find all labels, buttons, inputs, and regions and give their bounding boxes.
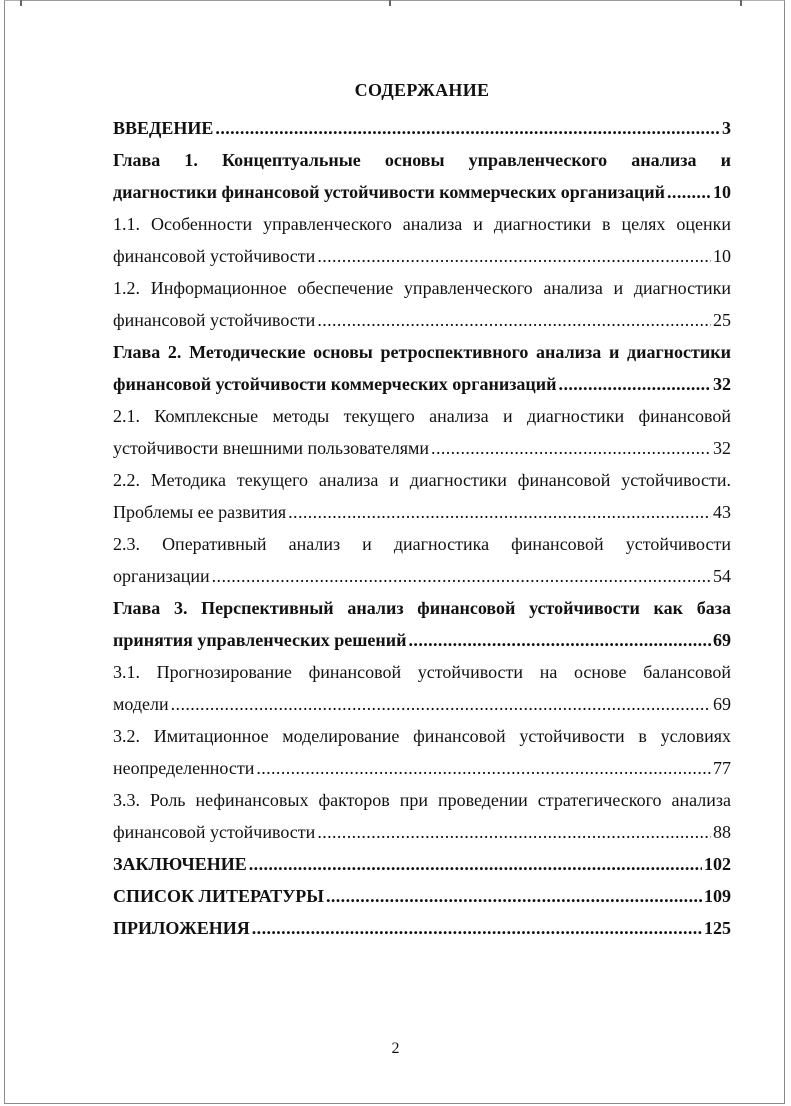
- page-title: СОДЕРЖАНИЕ: [354, 80, 490, 100]
- toc-entry-text: финансовой устойчивости: [113, 310, 316, 330]
- toc-entry-leader-line: [113, 304, 731, 336]
- toc-entry[interactable]: [113, 848, 731, 880]
- toc-entry-leader-line: [113, 240, 731, 272]
- dot-leader: [215, 112, 720, 144]
- toc-page-number: 10: [713, 182, 731, 202]
- toc-entry-line: Глава 2. Методические основы ретроспективного анализа и диагностики: [113, 342, 731, 362]
- toc-page-number: 54: [713, 566, 731, 586]
- toc-page-number: 88: [713, 822, 731, 842]
- toc-entry-text: Проблемы ее развития: [113, 502, 287, 522]
- toc-entry-text: устойчивости внешними пользователями: [113, 438, 430, 458]
- toc-entry-line: 3.2. Имитационное моделирование финансовой устойчивости в условиях: [113, 726, 731, 746]
- toc-entry[interactable]: [113, 336, 731, 400]
- toc-entry-leader-line: [113, 816, 731, 848]
- toc-entry-leader-line: [113, 432, 731, 464]
- toc-page-number: 43: [713, 502, 731, 522]
- dot-leader: [326, 880, 702, 912]
- dot-leader: [212, 560, 711, 592]
- toc-page-number: 32: [713, 374, 731, 394]
- toc-entry[interactable]: [113, 592, 731, 656]
- toc-entry-line: 2.2. Методика текущего анализа и диагностики финансовой устойчивости.: [113, 470, 731, 490]
- toc-entry-leader-line: [113, 496, 731, 528]
- toc-page-number: 3: [722, 118, 731, 138]
- toc-entry-text: модели: [113, 694, 169, 714]
- toc-entry[interactable]: [113, 720, 731, 784]
- toc-entry[interactable]: [113, 400, 731, 464]
- toc-entry-line: Глава 1. Концептуальные основы управленческого анализа и: [113, 150, 731, 170]
- toc-page-number: 109: [704, 886, 731, 906]
- toc-entry-text: СПИСОК ЛИТЕРАТУРЫ: [113, 886, 324, 906]
- dot-leader: [317, 816, 711, 848]
- toc-entry-leader-line: [113, 176, 731, 208]
- scan-mark: [740, 0, 742, 6]
- toc-entry-text: принятия управленческих решений: [113, 630, 407, 650]
- toc-entry-line: 3.1. Прогнозирование финансовой устойчивости на основе балансовой: [113, 662, 731, 682]
- toc-entry[interactable]: [113, 208, 731, 272]
- dot-leader: [317, 240, 711, 272]
- table-of-contents: [113, 74, 731, 944]
- toc-entry-text: неопределенности: [113, 758, 255, 778]
- dot-leader: [249, 848, 702, 880]
- toc-entry-leader-line: [113, 912, 731, 944]
- scan-mark: [20, 0, 22, 6]
- toc-entry-text: организации: [113, 566, 210, 586]
- dot-leader: [252, 912, 702, 944]
- dot-leader: [171, 688, 711, 720]
- toc-entry[interactable]: [113, 272, 731, 336]
- toc-page-number: 77: [713, 758, 731, 778]
- toc-entry-leader-line: [113, 112, 731, 144]
- toc-entry-leader-line: [113, 880, 731, 912]
- toc-entry-line: 3.3. Роль нефинансовых факторов при проведении стратегического анализа: [113, 790, 731, 810]
- toc-entry-leader-line: [113, 624, 731, 656]
- toc-entry-text: ПРИЛОЖЕНИЯ: [113, 918, 250, 938]
- toc-page-number: 125: [704, 918, 731, 938]
- toc-entry[interactable]: [113, 656, 731, 720]
- toc-entry[interactable]: [113, 880, 731, 912]
- dot-leader: [431, 432, 711, 464]
- dot-leader: [559, 368, 711, 400]
- toc-entry-line: 2.1. Комплексные методы текущего анализа и диагностики финансовой: [113, 406, 731, 426]
- toc-entry[interactable]: [113, 464, 731, 528]
- toc-entry-text: ЗАКЛЮЧЕНИЕ: [113, 854, 247, 874]
- toc-entry-leader-line: [113, 560, 731, 592]
- toc-entry-text: финансовой устойчивости коммерческих организаций: [113, 374, 557, 394]
- toc-page-number: 32: [713, 438, 731, 458]
- toc-page-number: 10: [713, 246, 731, 266]
- toc-entry-leader-line: [113, 368, 731, 400]
- toc-entry[interactable]: [113, 112, 731, 144]
- toc-page-number: 25: [713, 310, 731, 330]
- toc-entry-line: 1.2. Информационное обеспечение управленческого анализа и диагностики: [113, 278, 731, 298]
- toc-page-number: 102: [704, 854, 731, 874]
- dot-leader: [256, 752, 711, 784]
- toc-entry[interactable]: [113, 144, 731, 208]
- toc-entry-text: финансовой устойчивости: [113, 822, 316, 842]
- toc-entry-line: 1.1. Особенности управленческого анализа и диагностики в целях оценки: [113, 214, 731, 234]
- toc-entry[interactable]: [113, 528, 731, 592]
- toc-entry-leader-line: [113, 752, 731, 784]
- dot-leader: [288, 496, 711, 528]
- toc-page-number: 69: [713, 630, 731, 650]
- toc-entry-line: 2.3. Оперативный анализ и диагностика финансовой устойчивости: [113, 534, 731, 554]
- toc-entry[interactable]: [113, 912, 731, 944]
- toc-entry[interactable]: [113, 784, 731, 848]
- dot-leader: [667, 176, 711, 208]
- toc-entry-leader-line: [113, 848, 731, 880]
- dot-leader: [317, 304, 711, 336]
- toc-page-number: 69: [713, 694, 731, 714]
- page-number: 2: [391, 1040, 400, 1057]
- toc-entry-text: диагностики финансовой устойчивости коммерческих организаций: [113, 182, 666, 202]
- toc-entry-text: финансовой устойчивости: [113, 246, 316, 266]
- toc-entry-leader-line: [113, 688, 731, 720]
- toc-list: [113, 112, 731, 944]
- dot-leader: [409, 624, 711, 656]
- scan-edge: [20, 0, 740, 4]
- toc-entry-text: ВВЕДЕНИЕ: [113, 118, 214, 138]
- toc-entry-line: Глава 3. Перспективный анализ финансовой устойчивости как база: [113, 598, 731, 618]
- scan-mark: [389, 0, 391, 6]
